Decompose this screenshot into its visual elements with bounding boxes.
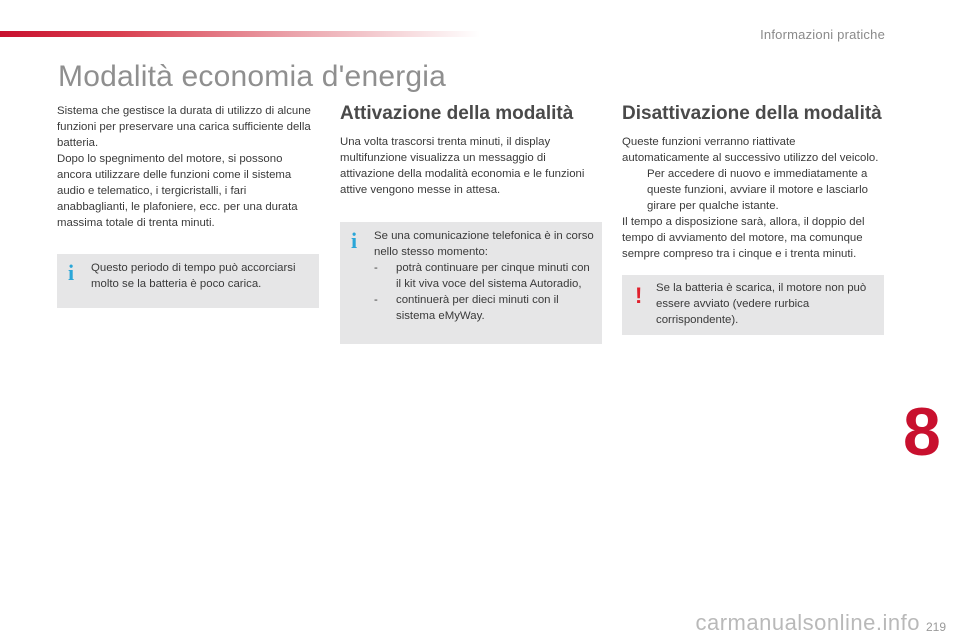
deactivation-heading: Disattivazione della modalità — [622, 103, 882, 124]
list-item-text: continuerà per dieci minuti con il sistema eMyWay. — [396, 294, 559, 322]
info-note-text: Questo periodo di tempo può accorciarsi molto se la batteria è poco carica. — [91, 262, 296, 290]
deactivation-paragraph: Queste funzioni verranno riattivate automaticamente al successivo utilizzo del veicolo. — [622, 136, 879, 164]
action-bullet — [622, 166, 884, 214]
page-title: Modalità economia d'energia — [58, 60, 447, 93]
column-intro — [57, 103, 319, 308]
intro-paragraph-1: Sistema che gestisce la durata di utilizzo di alcune funzioni per preservare una carica sufficiente della batteria. — [57, 105, 311, 149]
column-activation — [340, 103, 602, 344]
list-item — [374, 260, 594, 292]
page-number: 219 — [925, 620, 946, 634]
warning-icon: ! — [635, 283, 643, 308]
info-note-battery — [57, 254, 319, 308]
list-item-text: potrà continuare per cinque minuti con il kit viva voce del sistema Autoradio, — [396, 262, 590, 290]
info-note-intro: Se una comunicazione telefonica è in corso nello stesso momento: — [374, 230, 594, 258]
intro-paragraph-2: Dopo lo spegnimento del motore, si possono ancora utilizzare delle funzioni come il sistema audio e telematico, i tergicristalli, i fari anabbaglianti, le plafoniere, ecc. per una durata massima totale di trenta minuti. — [57, 153, 298, 229]
deactivation-paragraph-2: Il tempo a disposizione sarà, allora, il doppio del tempo di avviamento del motore, ma comunque sempre compreso tra i cinque e i trenta minuti. — [622, 216, 865, 260]
action-bullet-mark — [622, 166, 647, 214]
list-dash: - — [374, 294, 378, 306]
info-icon: i — [351, 228, 358, 253]
info-icon: i — [68, 260, 75, 285]
column-deactivation — [622, 103, 884, 335]
list-dash: - — [374, 262, 378, 274]
list-item — [374, 292, 594, 324]
header-accent-bar — [0, 31, 480, 37]
activation-heading: Attivazione della modalità — [340, 103, 574, 124]
info-note-phone-call — [340, 222, 602, 344]
warning-note-battery — [622, 275, 884, 335]
action-bullet-text: Per accedere di nuovo e immediatamente a queste funzioni, avviare il motore e lasciarlo girare per qualche istante. — [647, 168, 868, 212]
section-label: Informazioni pratiche — [760, 27, 885, 42]
watermark: carmanualsonline.info — [695, 610, 920, 635]
chapter-number: 8 — [903, 394, 941, 470]
warning-note-text: Se la batteria è scarica, il motore non può essere avviato (vedere rurbica corrispondente). — [656, 282, 867, 326]
activation-paragraph: Una volta trascorsi trenta minuti, il display multifunzione visualizza un messaggio di attivazione della modalità economia e le funzioni attive vengono messe in attesa. — [340, 136, 585, 196]
